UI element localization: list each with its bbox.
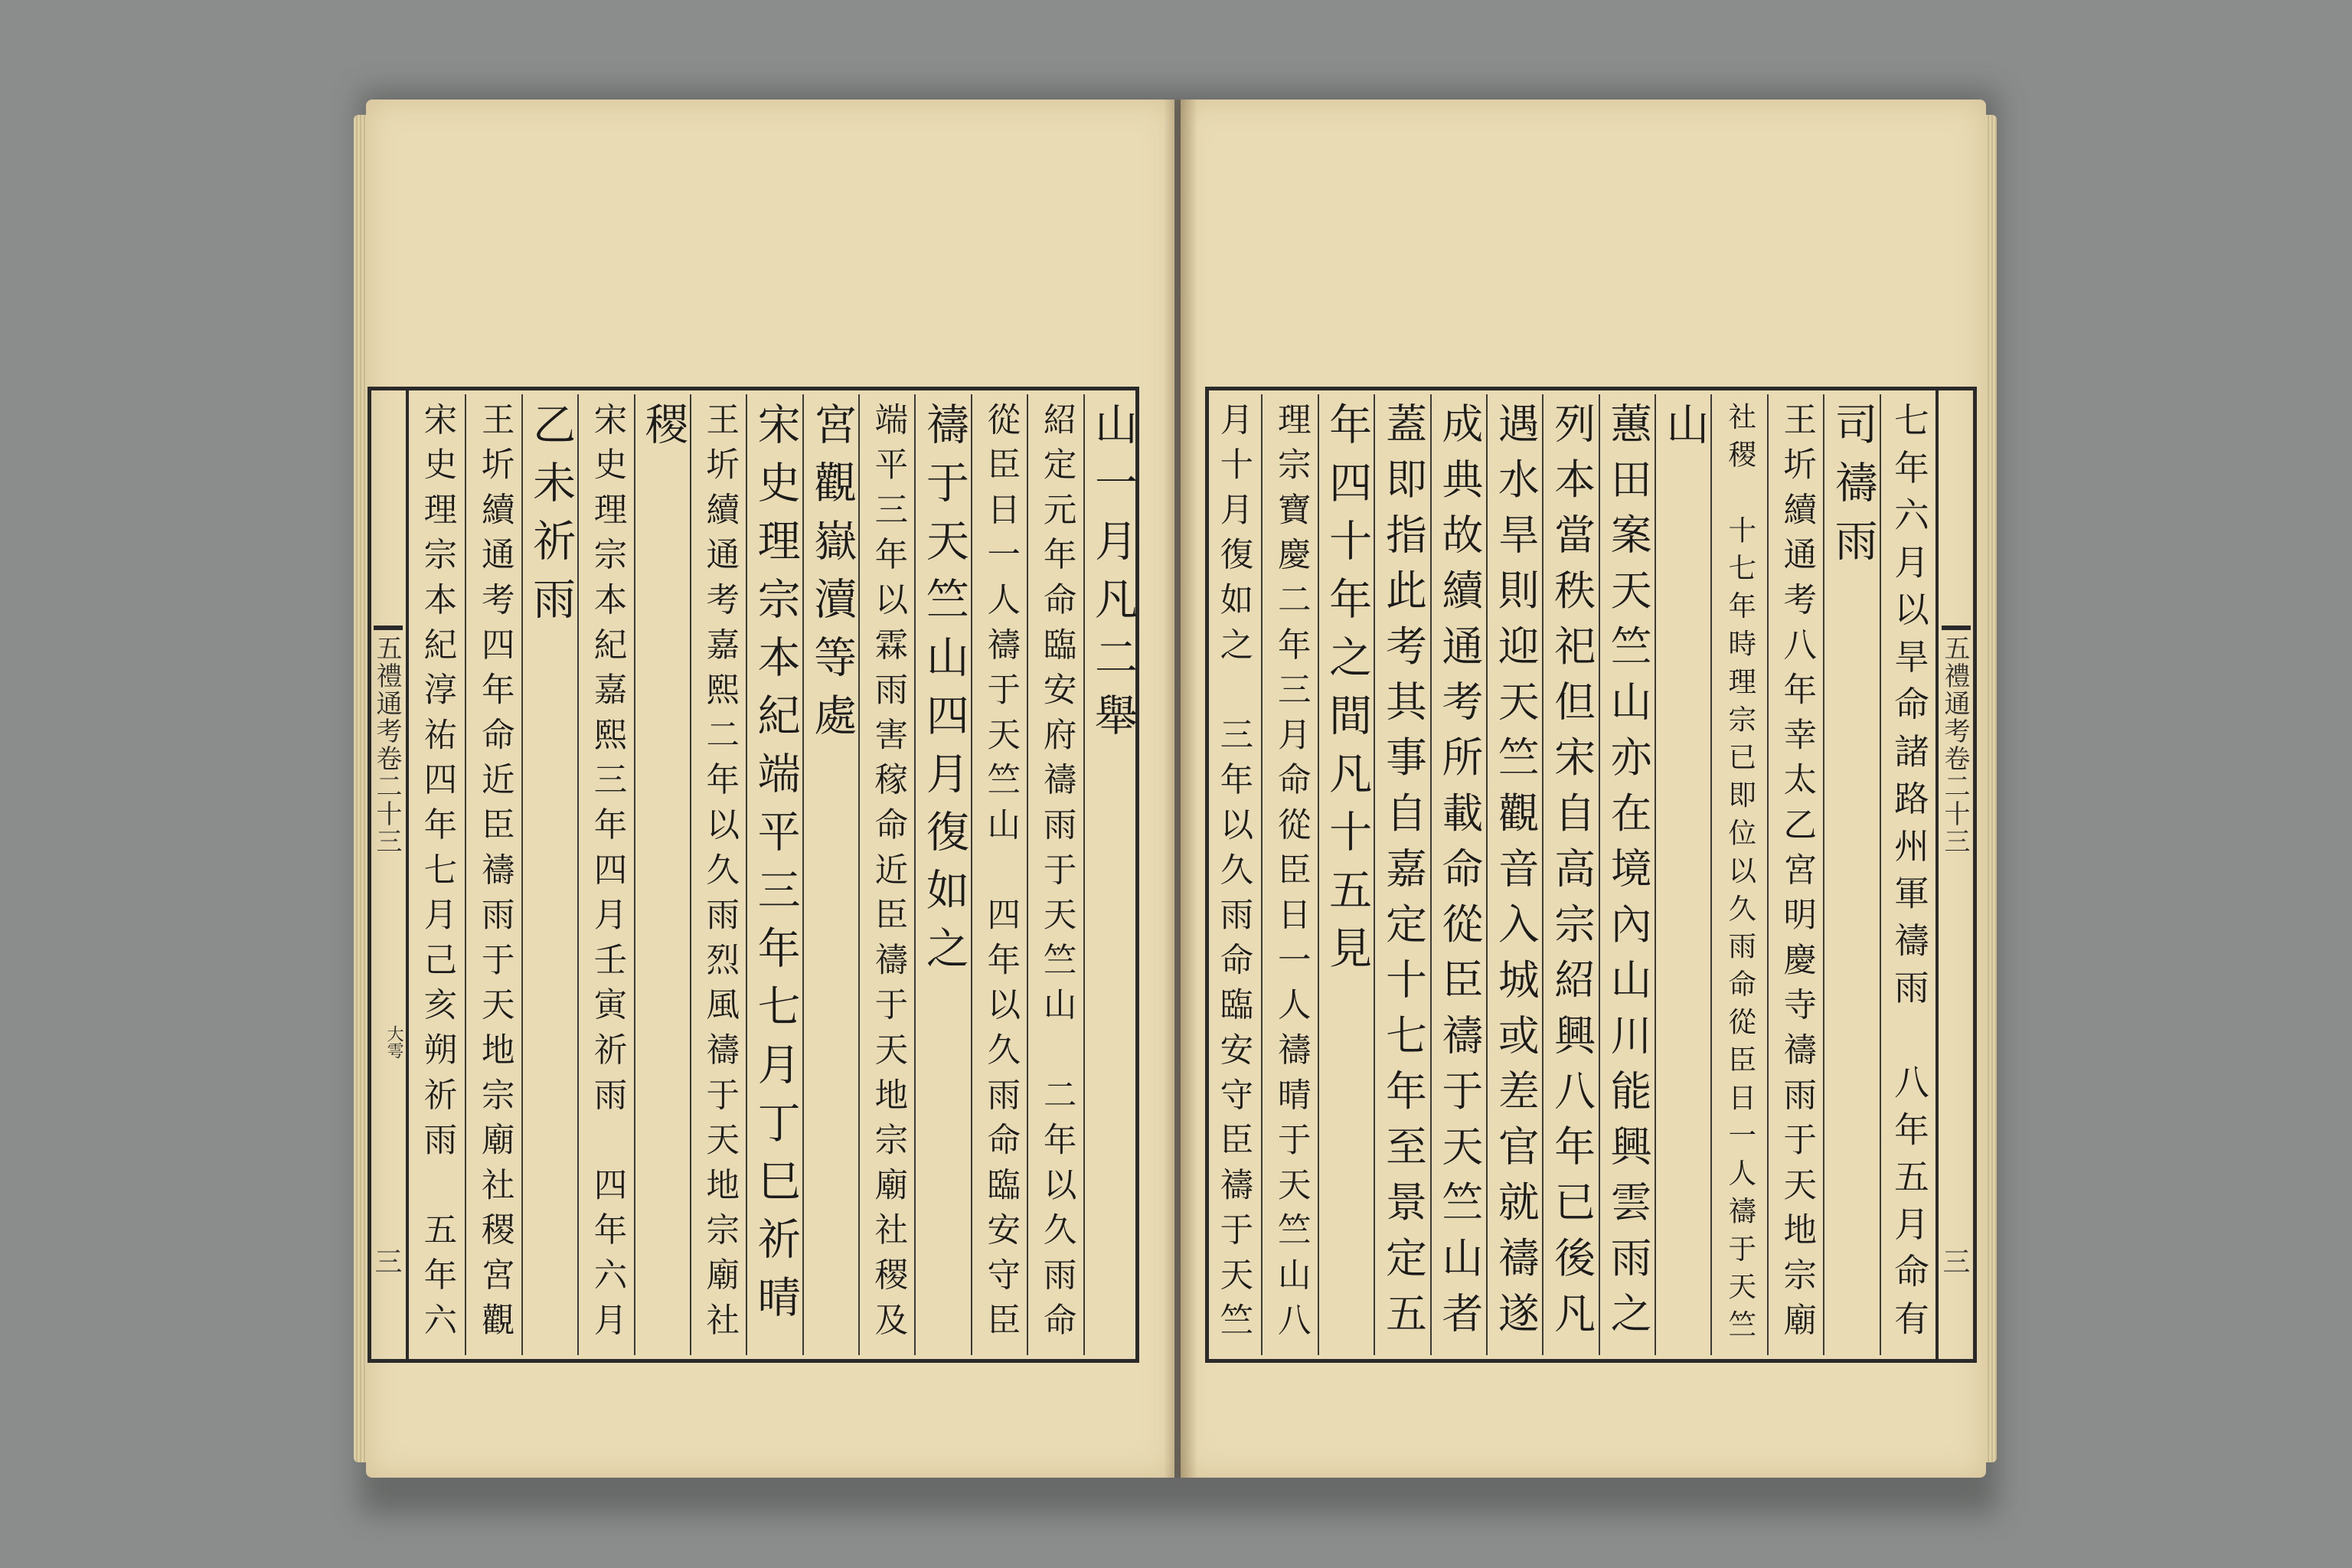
text-column (1486, 394, 1544, 1355)
text-column (465, 394, 522, 1355)
column-text: 宋史理宗本紀淳祐四年七月己亥朔祈雨 五年六 (418, 402, 457, 1348)
column-text: 禱于天竺山四月復如之 (919, 402, 969, 984)
text-column (1655, 394, 1712, 1355)
text-column (1083, 394, 1141, 1355)
text-column (1823, 394, 1880, 1355)
column-text: 山 (1659, 402, 1710, 460)
column-text: 王圻續通考四年命近臣禱雨于天地宗廟社稷宮觀 (475, 402, 514, 1348)
text-column (1318, 394, 1375, 1355)
column-text: 蕙田案天竺山亦在境內山川能興雲雨之 (1604, 402, 1653, 1348)
text-column (409, 394, 465, 1355)
text-column (746, 394, 803, 1355)
left-fold-title: 五禮通考卷二十三 (371, 635, 402, 855)
right-fold-page-number: 三 (1939, 1247, 1970, 1275)
column-text: 宮觀嶽瀆等處 (807, 402, 858, 751)
column-text: 王圻續通考八年幸太乙宮明慶寺禱雨于天地宗廟 (1778, 402, 1817, 1348)
column-text: 王圻續通考嘉熙二年以久雨烈風禱于天地宗廟社 (701, 402, 740, 1348)
column-text: 宋史理宗本紀端平三年七月丁巳祈晴 (750, 402, 801, 1333)
column-text: 乙未祈雨 (526, 402, 577, 635)
column-text: 司禱雨 (1828, 402, 1878, 577)
text-column (1374, 394, 1431, 1355)
text-column (1599, 394, 1656, 1355)
column-text: 七年六月以旱命諸路州軍禱雨 八年五月命有 (1888, 402, 1929, 1348)
column-text: 理宗寶慶二年三月命從臣日一人禱晴于天竺山八 (1272, 402, 1311, 1348)
text-column (1710, 394, 1768, 1355)
column-text: 社稷 十七年時理宗已即位以久雨命從臣日一人禱于天竺 (1723, 402, 1757, 1348)
fishtail-mark (374, 612, 403, 630)
column-text: 月十月復如之 三年以久雨命臨安守臣禱于天竺 (1214, 402, 1253, 1348)
text-column (1542, 394, 1599, 1355)
text-column (521, 394, 579, 1355)
text-column (1261, 394, 1318, 1355)
left-fold-strip (368, 387, 409, 1363)
fishtail-mark (1942, 612, 1971, 630)
left-fold-page-number: 三 (371, 1247, 402, 1275)
column-text: 山一月凡二舉 (1087, 402, 1138, 751)
column-text: 稷 (638, 402, 688, 460)
text-column (971, 394, 1028, 1355)
column-text: 列本當秩祀但宋自高宗紹興八年已後凡 (1547, 402, 1596, 1348)
column-text: 成典故續通考所載命從臣禱于天竺山者 (1435, 402, 1484, 1348)
right-fold-title: 五禮通考卷二十三 (1939, 635, 1970, 855)
left-fold-section: 大雩 (384, 1025, 403, 1059)
text-column (634, 394, 691, 1355)
column-text: 蓋即指此考其事自嘉定十七年至景定五 (1379, 402, 1428, 1348)
right-fold-strip (1936, 387, 1977, 1363)
text-column (1027, 394, 1084, 1355)
text-column (858, 394, 916, 1355)
text-column (1430, 394, 1488, 1355)
column-text: 年四十年之間凡十五見 (1322, 402, 1373, 984)
book-gutter (1164, 100, 1197, 1478)
text-column (1767, 394, 1824, 1355)
text-column (914, 394, 972, 1355)
column-text: 遇水旱則迎天竺觀音入城或差官就禱遂 (1491, 402, 1540, 1348)
column-text: 端平三年以霖雨害稼命近臣禱于天地宗廟社稷及 (869, 402, 908, 1348)
text-column (577, 394, 635, 1355)
column-text: 宋史理宗本紀嘉熙三年四月壬寅祈雨 四年六月 (588, 402, 627, 1348)
text-column (1880, 394, 1937, 1355)
column-text: 從臣日一人禱于天竺山 四年以久雨命臨安守臣 (982, 402, 1021, 1348)
column-text: 紹定元年命臨安府禱雨于天竺山 二年以久雨命 (1037, 402, 1076, 1348)
text-column (1205, 394, 1261, 1355)
text-column (802, 394, 860, 1355)
text-column (690, 394, 747, 1355)
